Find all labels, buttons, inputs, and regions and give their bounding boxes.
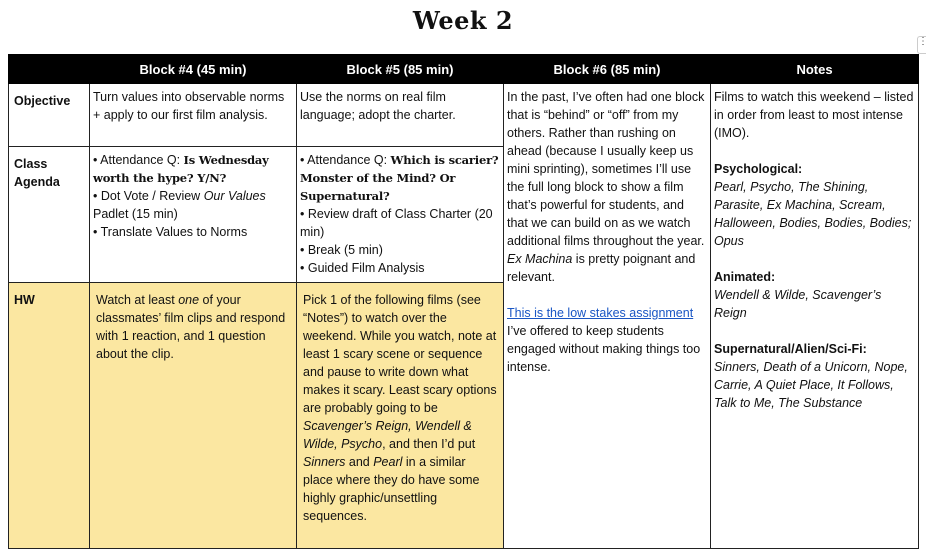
notes-animated-heading: Animated:: [714, 270, 776, 284]
agenda-b4-attendance-prefix: • Attendance Q:: [93, 153, 184, 167]
hw-b5-em1: Scavenger’s Reign, Wendell & Wilde, Psycho: [303, 419, 472, 451]
more-options-icon[interactable]: ⋮: [917, 36, 926, 54]
block-6-cell: [504, 84, 711, 549]
agenda-b5-attendance-question: Which is scarier? Monster of the Mind? Or Supernatural?: [300, 153, 499, 203]
notes-supernatural-heading: Supernatural/Alien/Sci-Fi:: [714, 342, 867, 356]
hw-b5-d: in a similar place where they do have some highly graphic/unsettling sequences.: [303, 455, 480, 523]
header-block-6: Block #6 (85 min): [504, 55, 711, 84]
agenda-b4-translate: • Translate Values to Norms: [93, 225, 248, 239]
header-row: [9, 55, 919, 84]
header-block-5: Block #5 (85 min): [297, 55, 504, 84]
block-6-text-b: is pretty poignant and relevant.: [507, 252, 696, 284]
hw-b5-em3: Pearl: [373, 455, 403, 469]
agenda-b5-break: • Break (5 min): [300, 243, 383, 257]
agenda-b5-review: • Review draft of Class Charter (20 min): [300, 207, 493, 239]
schedule-table: [8, 54, 919, 549]
low-stakes-assignment-link[interactable]: This is the low stakes assignment: [507, 306, 694, 320]
row-label-hw: HW: [9, 283, 90, 549]
agenda-b4-dot-prefix: • Dot Vote / Review: [93, 189, 204, 203]
notes-cell: [711, 84, 919, 549]
row-label-objective: Objective: [9, 84, 90, 147]
hw-b5-b: , and then I’d put: [382, 437, 476, 451]
agenda-b4-dot-em: Our Values: [203, 189, 266, 203]
notes-animated-list: Wendell & Wilde, Scavenger’s Reign: [714, 288, 882, 320]
block-6-film: Ex Machina: [507, 252, 573, 266]
page-title: Week 2: [412, 6, 514, 35]
hw-b5-c: and: [345, 455, 374, 469]
agenda-block-5: [297, 147, 504, 283]
hw-block-4: [90, 283, 297, 549]
agenda-block-4: [90, 147, 297, 283]
header-corner: [9, 55, 90, 84]
notes-supernatural-list: Sinners, Death of a Unicorn, Nope, Carrie, A Quiet Place, It Follows, Talk to Me, The Substance: [714, 360, 908, 410]
hw-b4-a: Watch at least: [96, 293, 179, 307]
agenda-b4-dot-suffix: Padlet (15 min): [93, 207, 178, 221]
header-block-4: Block #4 (45 min): [90, 55, 297, 84]
agenda-b5-attendance-prefix: • Attendance Q:: [300, 153, 391, 167]
objective-row: [9, 84, 919, 147]
objective-block-4: Turn values into observable norms + apply to our first film analysis.: [90, 84, 297, 147]
notes-intro: Films to watch this weekend – listed in order from least to most intense (IMO).: [714, 90, 914, 140]
row-label-agenda: Class Agenda: [9, 147, 90, 283]
notes-psych-list: Pearl, Psycho, The Shining, Parasite, Ex Machina, Scream, Halloween, Bodies, Bodies, Bodies; Opus: [714, 180, 912, 248]
header-notes: Notes: [711, 55, 919, 84]
agenda-b4-attendance-question: Is Wednesday worth the hype? Y/N?: [93, 153, 269, 185]
agenda-b5-guided: • Guided Film Analysis: [300, 261, 425, 275]
block-6-text-c: I’ve offered to keep students engaged without making things too intense.: [507, 324, 701, 374]
hw-b4-em: one: [178, 293, 200, 307]
hw-b4-b: of your classmates’ film clips and respond with 1 reaction, and 1 question about the clip.: [96, 293, 286, 361]
block-6-text-a: In the past, I’ve often had one block that is “behind” or “off” from my others. Rather than rushing on ahead (because I usually keep us mini sprinting), sometimes I’ll use the full long block to show a film that’s powerful for students, and that we can build on as we watch additional films throughout the year.: [507, 90, 705, 248]
hw-b5-em2: Sinners: [303, 455, 346, 469]
hw-b5-a: Pick 1 of the following films (see “Notes”) to watch over the weekend. While you watch, note at least 1 scary scene or sequence and pause to write down what makes it scary. Least scary options are probably going to be: [303, 293, 497, 415]
hw-block-5: [297, 283, 504, 549]
objective-block-5: Use the norms on real film language; adopt the charter.: [297, 84, 504, 147]
notes-psych-heading: Psychological:: [714, 162, 803, 176]
